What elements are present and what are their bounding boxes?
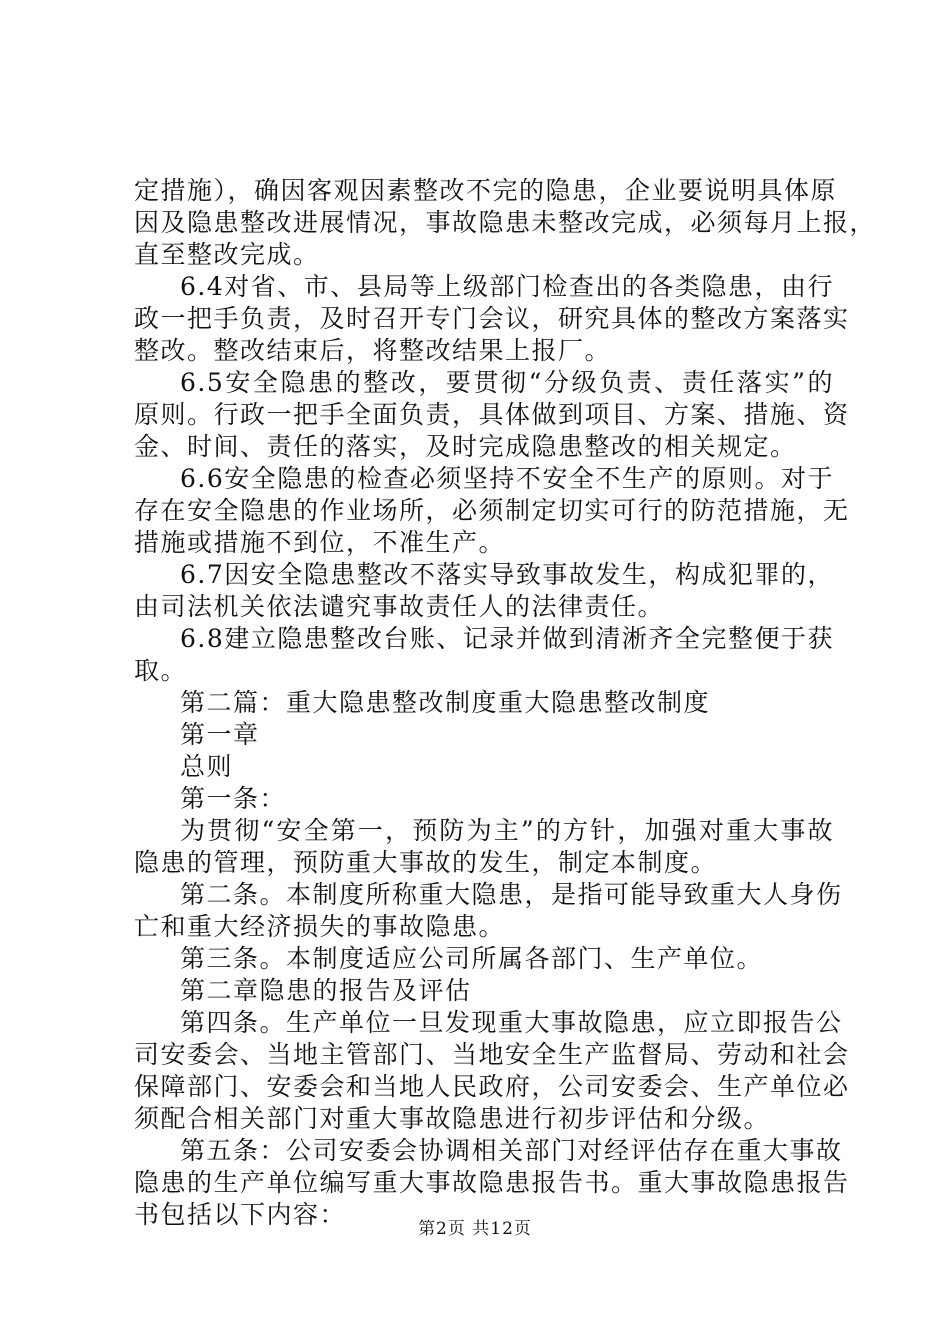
document-body [134,175,877,1231]
text-line: 第一章 [180,720,260,749]
text-line: 措施或措施不到位，不准生产。 [134,528,506,557]
text-line: 政一把手负责，及时召开专门会议，研究具体的整改方案落实 [134,304,850,333]
text-line: 6.6安全隐患的检查必须坚持不安全不生产的原则。对于 [180,464,834,493]
text-line: 第五条：公司安委会协调相关部门对经评估存在重大事故 [180,1136,843,1165]
text-line: 因及隐患整改进展情况，事故隐患未整改完成，必须每月上报， [134,208,877,237]
text-line: 取。 [134,656,188,685]
text-line: 第四条。生产单位一旦发现重大事故隐患，应立即报告公 [180,1008,843,1037]
text-line: 亡和重大经济损失的事故隐患。 [134,912,506,941]
text-line: 直至整改完成。 [134,240,320,269]
text-line: 第一条： [180,784,287,813]
text-line: 隐患的管理，预防重大事故的发生，制定本制度。 [134,848,718,877]
text-line: 须配合相关部门对重大事故隐患进行初步评估和分级。 [134,1104,771,1133]
text-line: 书包括以下内容： [134,1200,347,1229]
page-footer: 第2页 共12页 [418,1219,532,1239]
text-line: 原则。行政一把手全面负责，具体做到项目、方案、措施、资 [134,400,850,429]
text-line: 金、时间、责任的落实，及时完成隐患整改的相关规定。 [134,432,797,461]
text-line: 保障部门、安委会和当地人民政府，公司安委会、生产单位必 [134,1072,850,1101]
text-line: 总则 [180,752,234,781]
text-line: 第三条。本制度适应公司所属各部门、生产单位。 [180,944,764,973]
text-line: 第二篇：重大隐患整改制度重大隐患整改制度 [180,688,711,717]
text-line: 由司法机关依法谴究事故责任人的法律责任。 [134,592,665,621]
text-line: 隐患的生产单位编写重大事故隐患报告书。重大事故隐患报告 [134,1168,850,1197]
text-line: 6.5安全隐患的整改，要贯彻“分级负责、责任落实”的 [180,368,834,397]
text-line: 定措施），确因客观因素整改不完的隐患，企业要说明具体原 [134,176,838,205]
text-line: 6.7因安全隐患整改不落实导致事故发生，构成犯罪的， [180,560,834,589]
text-line: 第二条。本制度所称重大隐患，是指可能导致重大人身伤 [180,880,843,909]
text-line: 为贯彻“安全第一，预防为主”的方针，加强对重大事故 [180,816,834,845]
text-line: 司安委会、当地主管部门、当地安全生产监督局、劳动和社会 [134,1040,850,1069]
text-line: 6.4对省、市、县局等上级部门检查出的各类隐患，由行 [180,272,834,301]
text-line: 整改。整改结束后，将整改结果上报厂。 [134,336,612,365]
text-line: 存在安全隐患的作业场所，必须制定切实可行的防范措施，无 [134,496,850,525]
text-line: 6.8建立隐患整改台账、记录并做到清淅齐全完整便于获 [180,624,834,653]
text-line: 第二章隐患的报告及评估 [180,976,472,1005]
